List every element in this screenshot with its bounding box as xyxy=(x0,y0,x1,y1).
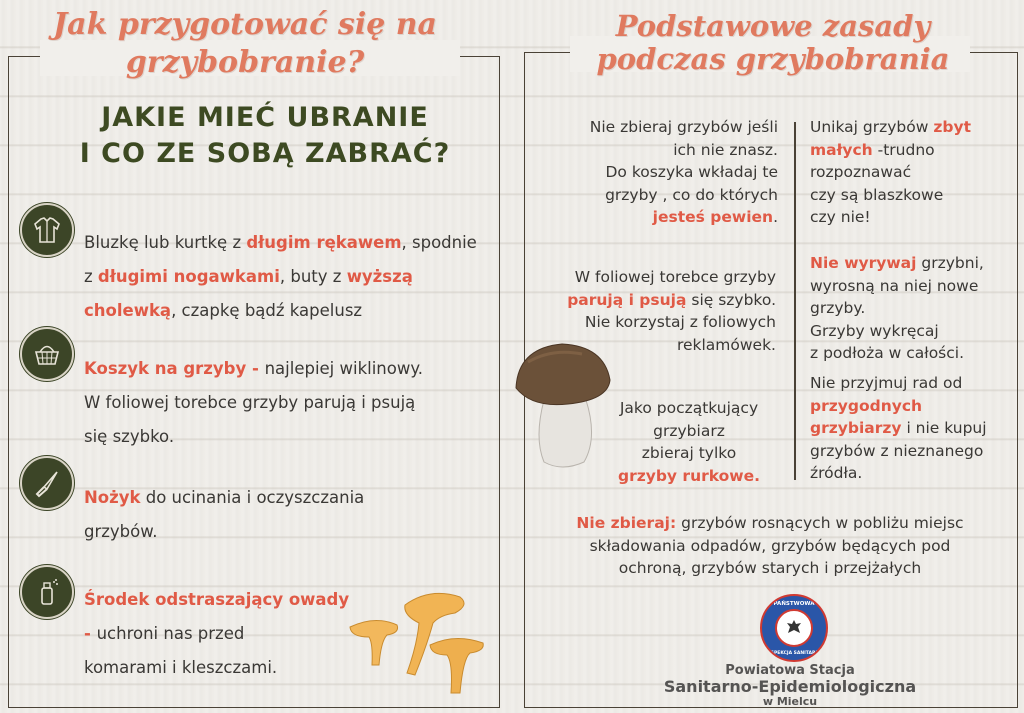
rule-no-pulling: Nie wyrywaj grzybni, wyrosną na niej nowe grzyby. Grzyby wykręcaj z podłoża w całości. xyxy=(810,254,984,362)
jacket-icon xyxy=(20,203,74,257)
clothing-text: Bluzkę lub kurtkę z długim rękawem, spodnie z długimi nogawkami, buty z wyższą cholewką, czapkę bądź kapelusz xyxy=(84,233,477,320)
rule-unknown-mushrooms: Nie zbieraj grzybów jeśli ich nie znasz. Do koszyka wkładaj te grzyby , co do których jesteś pewien. xyxy=(589,118,778,226)
chanterelle-illustration xyxy=(345,585,495,700)
knife-icon xyxy=(20,456,74,510)
basket-text: Koszyk na grzyby - najlepiej wiklinowy. W foliowej torebce grzyby parują i psują się szybko. xyxy=(84,359,424,446)
rule-plastic-bags: W foliowej torebce grzyby parują i psują się szybko. Nie korzystaj z foliowych reklamówek. xyxy=(567,268,776,354)
seal-bottom-text: INSPEKCJA SANITARNA xyxy=(765,651,823,656)
org-line2: Sanitarno-Epidemiologiczna xyxy=(663,677,917,697)
left-subtitle-line2: I CO ZE SOBĄ ZABRAĆ? xyxy=(79,137,451,169)
basket-icon xyxy=(20,327,74,381)
rule-advice: Nie przyjmuj rad od przygodnych grzybiarzy i nie kupuj grzybów z nieznanego źródła. xyxy=(810,374,987,482)
sanitary-inspection-seal xyxy=(760,594,828,662)
rule-do-not-collect: Nie zbieraj: grzybów rosnących w pobliżu miejsc składowania odpadów, grzybów będących pod ochroną, grzybów starych i przejżałych xyxy=(576,514,964,577)
left-title-line2: grzybobranie? xyxy=(125,44,365,80)
rule-small-mushrooms: Unikaj grzybów zbyt małych -trudno rozpoznawać czy są blaszkowe czy nie! xyxy=(810,118,971,226)
rule-beginners: Jako początkujący grzybiarz zbieraj tylko grzyby rurkowe. xyxy=(617,399,761,485)
right-title-line2: podczas grzybobrania xyxy=(596,42,950,77)
eagle-icon xyxy=(775,609,813,647)
left-title-line1: Jak przygotować się na xyxy=(52,7,437,42)
seal-top-text: PAŃSTWOWA xyxy=(773,601,815,607)
right-title-line1: Podstawowe zasady xyxy=(615,9,931,43)
knife-text: Nożyk do ucinania i oczyszczania grzybów. xyxy=(84,488,365,541)
org-line3: w Mielcu xyxy=(762,694,818,708)
organization-name xyxy=(660,664,920,708)
porcini-illustration xyxy=(512,338,616,472)
repellent-text: Środek odstraszający owady - uchroni nas przed komarami i kleszczami. xyxy=(84,590,350,677)
org-line1: Powiatowa Stacja xyxy=(725,663,855,678)
left-subtitle xyxy=(30,100,500,171)
left-subtitle-line1: JAKIE MIEĆ UBRANIE xyxy=(101,102,429,133)
right-title xyxy=(548,10,998,77)
column-divider xyxy=(794,122,796,480)
left-title xyxy=(20,6,470,81)
spray-icon xyxy=(20,565,74,619)
